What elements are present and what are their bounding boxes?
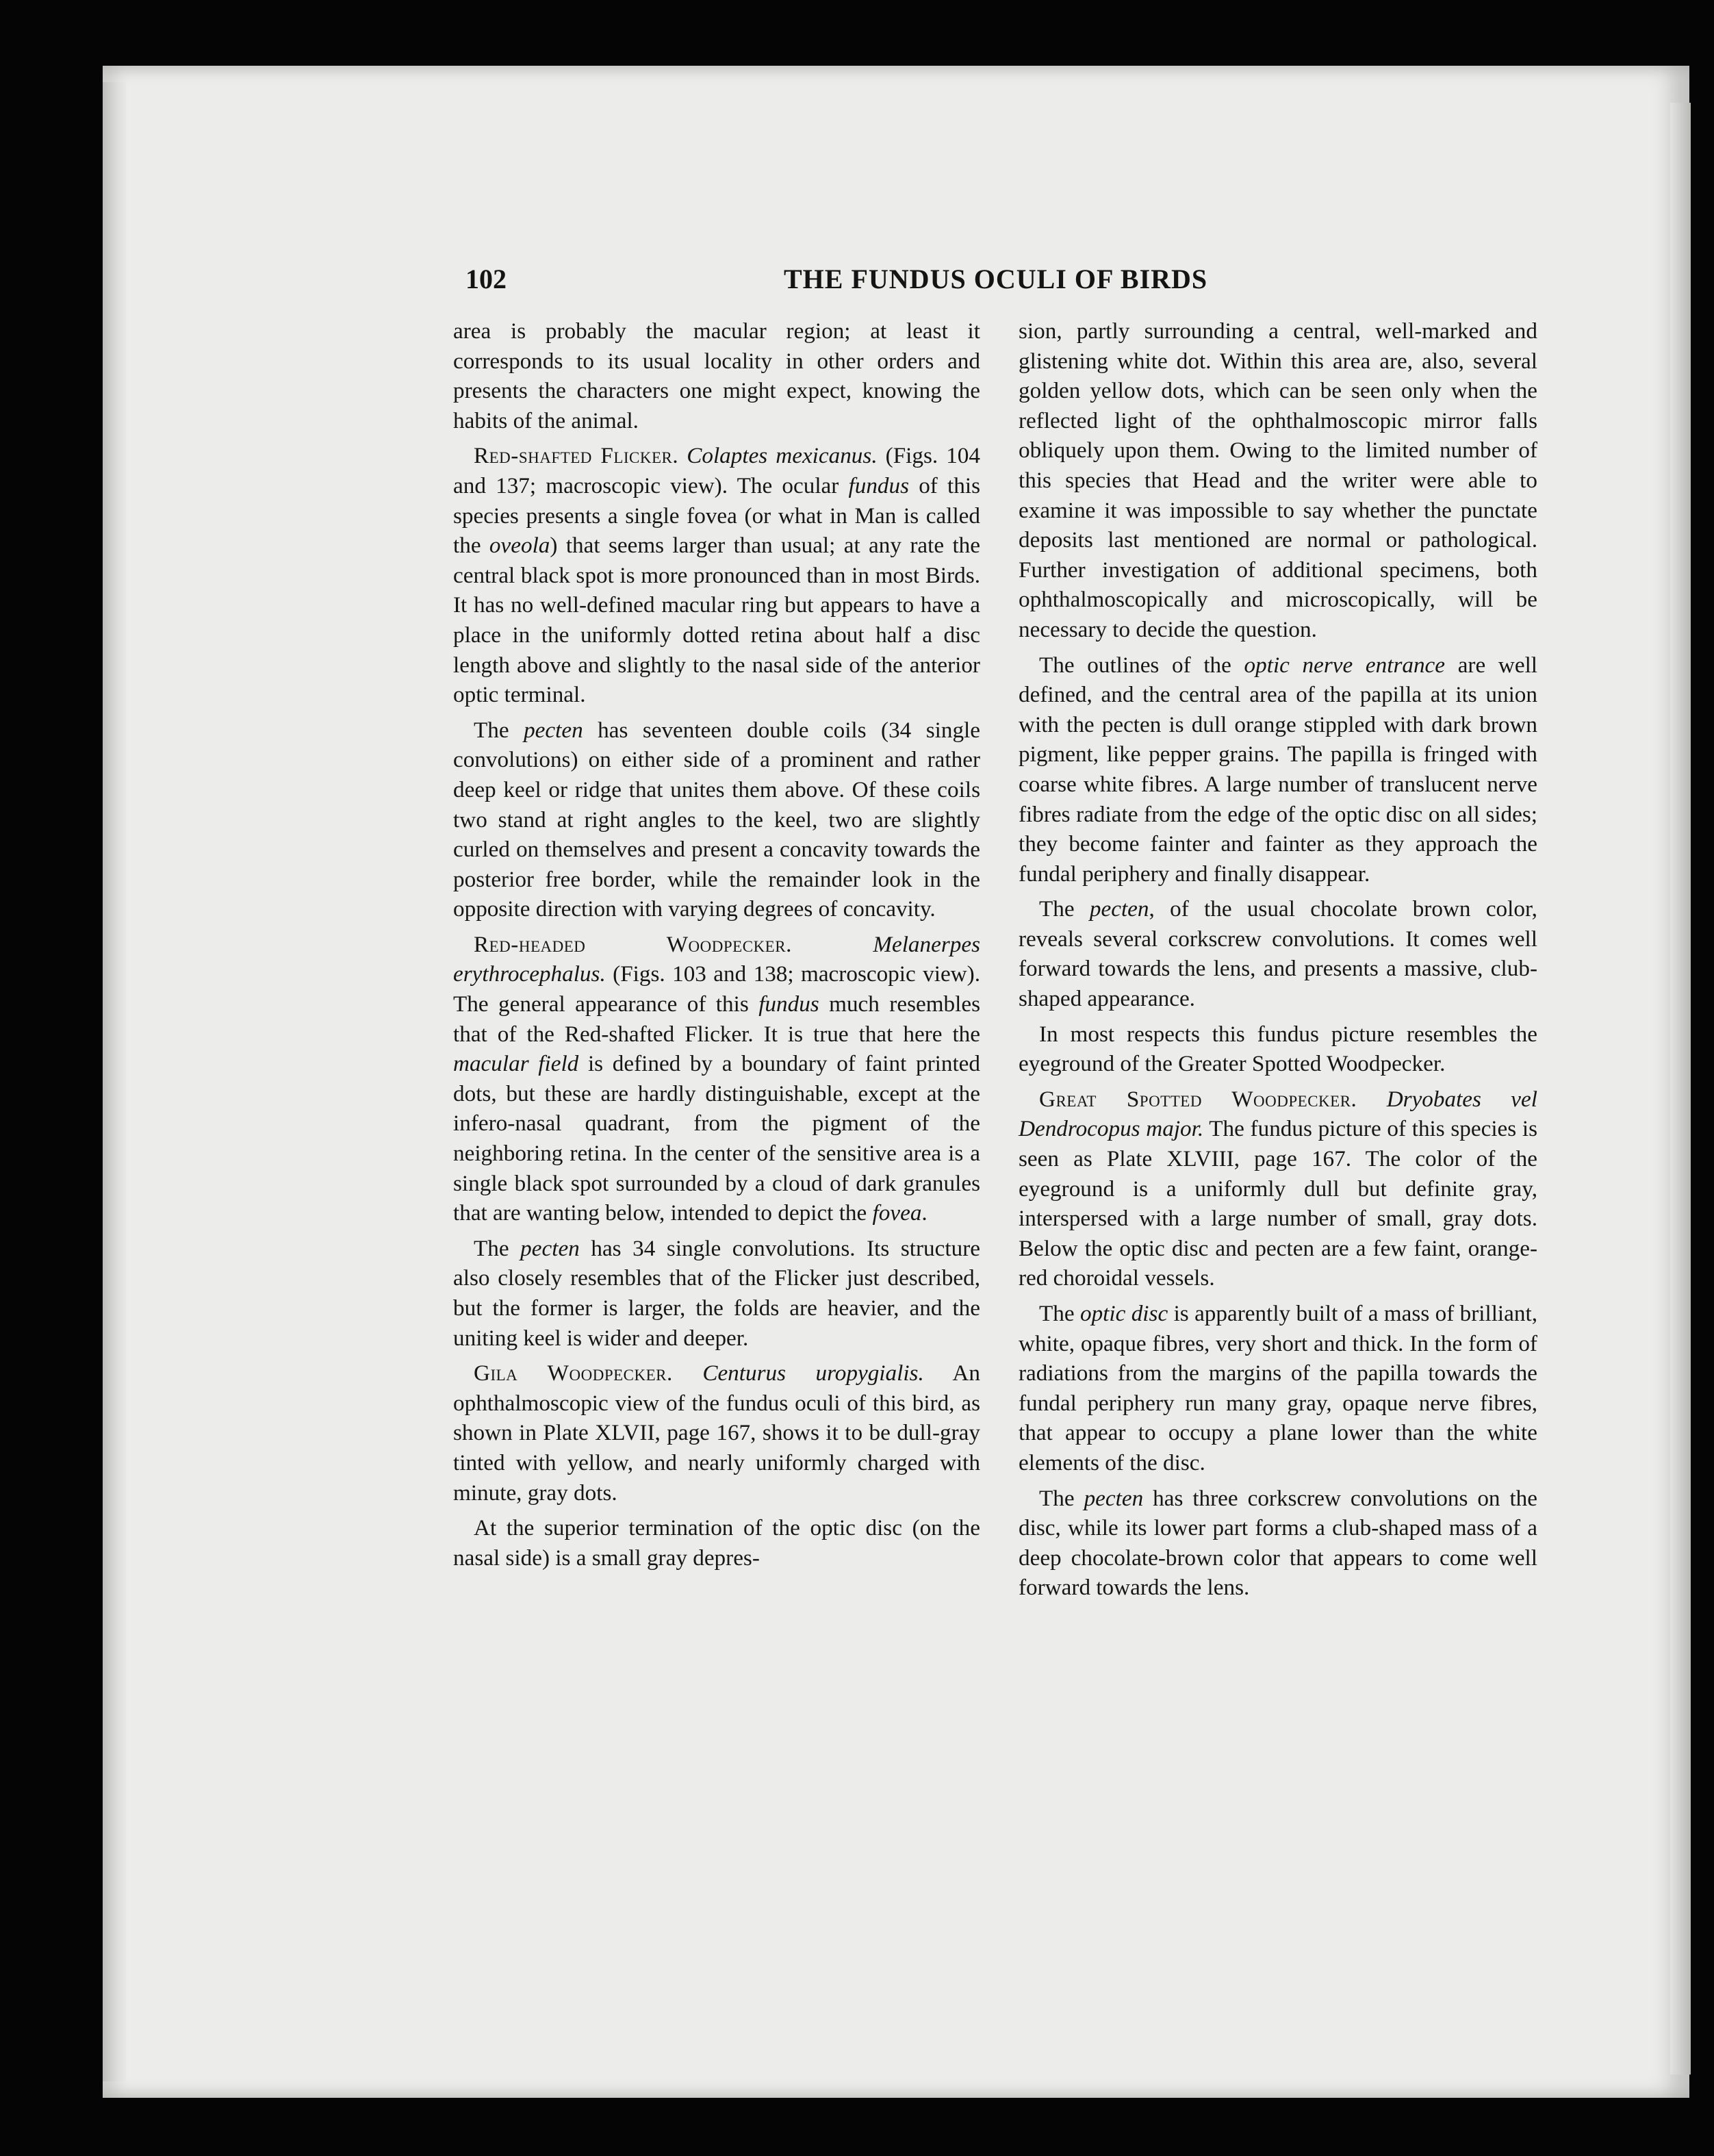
italic-term: macular field (453, 1051, 579, 1077)
italic-term: oveola (489, 533, 550, 559)
page-number: 102 (465, 264, 507, 294)
species-heading: Red-headed Woodpecker. (474, 931, 792, 957)
paragraph-gila-woodpecker (453, 1358, 980, 1508)
paragraph-text: An ophthalmoscopic view of the fundus oculi of this bird, as shown in Plate XLVII, page 167, shows it to be dull-gray tinted with yellow, and nearly uniformly charged with minute, gray dots. (453, 1360, 980, 1506)
paragraph-text: In most respects this fundus picture resembles the eyeground of the Greater Spotted Woodpecker. (1019, 1021, 1537, 1077)
paragraph-text: is apparently built of a mass of brilliant, white, opaque fibres, very short and thick. In the form of radiations from the margins of the papilla towards the fundal periphery run many gray, opaque nerve fibres, that appear to occupy a plane lower than the white elements of the disc. (1019, 1301, 1537, 1475)
italic-term: fundus (758, 991, 819, 1017)
paragraph-text: has 34 single convolutions. Its structure also closely resembles that of the Flicker just described, but the former is larger, the folds are heavier, and the uniting keel is wider and deeper. (453, 1235, 980, 1351)
paragraph (453, 1234, 980, 1353)
paragraph (453, 1513, 980, 1573)
page-edge-left (103, 82, 126, 2081)
paragraph-text: (Figs. 104 and 137; macroscopic view). The ocular (453, 443, 980, 498)
left-column (453, 316, 980, 1578)
paragraph-text: The (474, 717, 524, 743)
italic-term: pecten (524, 717, 583, 743)
species-latin-name: Colaptes mexicanus. (687, 443, 878, 469)
paragraph-text: much resembles that of the Red-shafted Flicker. It is true that here the (453, 991, 981, 1047)
running-head (465, 263, 1533, 304)
italic-term: pecten (1089, 896, 1149, 922)
paragraph (1019, 1299, 1537, 1478)
italic-term: pecten (520, 1235, 580, 1261)
paragraph-text: The (1039, 1301, 1080, 1326)
species-heading: Red-shafted Flicker. (474, 443, 679, 469)
page-edge-right (1670, 103, 1691, 2075)
paragraph-text: has three corkscrew convolutions on the disc, while its lower part forms a club-shaped mass of a deep chocolate-brown color that appears to come well forward towards the lens. (1019, 1485, 1538, 1601)
paragraph-great-spotted-woodpecker (1019, 1085, 1537, 1293)
species-latin-name: Centurus uropygialis. (702, 1360, 924, 1386)
species-latin-name: Melanerpes erythrocephalus. (453, 931, 980, 987)
paragraph-text: ) that seems larger than usual; at any rate the central black spot is more pronounced than in most Birds. It has no well-defined macular ring but appears to have a place in the uniformly dotted retina about half a disc length above and slightly to the nasal side of the anterior optic terminal. (453, 533, 980, 708)
species-latin-name: Dryobates vel Dendrocopus major. (1019, 1086, 1537, 1142)
paragraph-text: (Figs. 103 and 138; macroscopic view). The general appearance of this (453, 961, 980, 1017)
paragraph (1019, 1484, 1537, 1603)
paragraph (1019, 650, 1537, 889)
paragraph-text: are well defined, and the central area of the papilla at its union with the pecten is dull orange stippled with dark brown pigment, like pepper grains. The papilla is fringed with coarse white fibres. A large number of translucent nerve fibres radiate from the edge of the optic disc on all sides; they become fainter and fainter as they approach the fundal periphery and finally disappear. (1019, 652, 1538, 887)
italic-term: fovea (872, 1200, 922, 1226)
paragraph (1019, 316, 1537, 645)
book-title: THE FUNDUS OCULI OF BIRDS (784, 264, 1208, 294)
paragraph (1019, 894, 1537, 1013)
species-heading: Gila Woodpecker. (474, 1360, 673, 1386)
italic-term: pecten (1084, 1485, 1144, 1511)
italic-term: fundus (848, 472, 910, 498)
paragraph-text: . (921, 1200, 928, 1226)
species-heading: Great Spotted Woodpecker. (1039, 1086, 1357, 1112)
paragraph (453, 316, 980, 435)
right-column (1019, 316, 1537, 1608)
paragraph-text: The fundus picture of this species is seen as Plate XLVIII, page 167. The color of the eyeground is a uniformly dull but definite gray, interspersed with a large number of small, gray dots. Below the optic disc and pecten are a few faint, orange-red choroidal vessels. (1019, 1116, 1538, 1291)
italic-term: optic nerve entrance (1244, 652, 1446, 678)
paragraph-text: has seventeen double coils (34 single convolutions) on either side of a prominent and rather deep keel or ridge that unites them above. Of these coils two stand at right angles to the keel, two are slightly curled on themselves and present a concavity towards the posterior free border, while the remainder look in the opposite direction with varying degrees of concavity. (453, 717, 980, 922)
paragraph-text: At the superior termination of the optic disc (on the nasal side) is a small gray depres- (453, 1515, 980, 1571)
paragraph-text: The outlines of the (1039, 652, 1244, 678)
paragraph-text: The (1039, 1485, 1084, 1511)
paragraph-text: of this species presents a single fovea (or what in Man is called the (453, 472, 980, 559)
paragraph-text: area is probably the macular region; at least it corresponds to its usual locality in other orders and presents the characters one might expect, knowing the habits of the animal. (453, 318, 980, 433)
italic-term: optic disc (1079, 1301, 1168, 1326)
paragraph-text: is defined by a boundary of faint printed dots, but these are hardly distinguishable, except at the infero-nasal quadrant, from the pigment of the neighboring retina. In the center of the sensitive area is a single black spot surrounded by a cloud of dark granules that are wanting below, intended to depict the (453, 1051, 980, 1226)
paragraph-red-shafted-flicker (453, 441, 980, 709)
paragraph (453, 715, 980, 924)
paragraph-text: The (1039, 896, 1090, 922)
paragraph-text: The (474, 1235, 521, 1261)
paragraph-text: sion, partly surrounding a central, well-marked and glistening white dot. Within this area are, also, several golden yellow dots, which can be seen only when the reflected light of the ophthalmoscopic mirror falls obliquely upon them. Owing to the limited number of this species that Head and the writer were able to examine it was impossible to say whether the punctate deposits last mentioned are normal or pathological. Further investigation of additional specimens, both ophthalmoscopically and microscopically, will be necessary to decide the question. (1019, 318, 1537, 642)
paragraph-red-headed-woodpecker (453, 930, 980, 1228)
paragraph-text: , of the usual chocolate brown color, reveals several corkscrew convolutions. It comes well forward towards the lens, and presents a massive, club-shaped appearance. (1019, 896, 1537, 1012)
paragraph (1019, 1019, 1537, 1079)
